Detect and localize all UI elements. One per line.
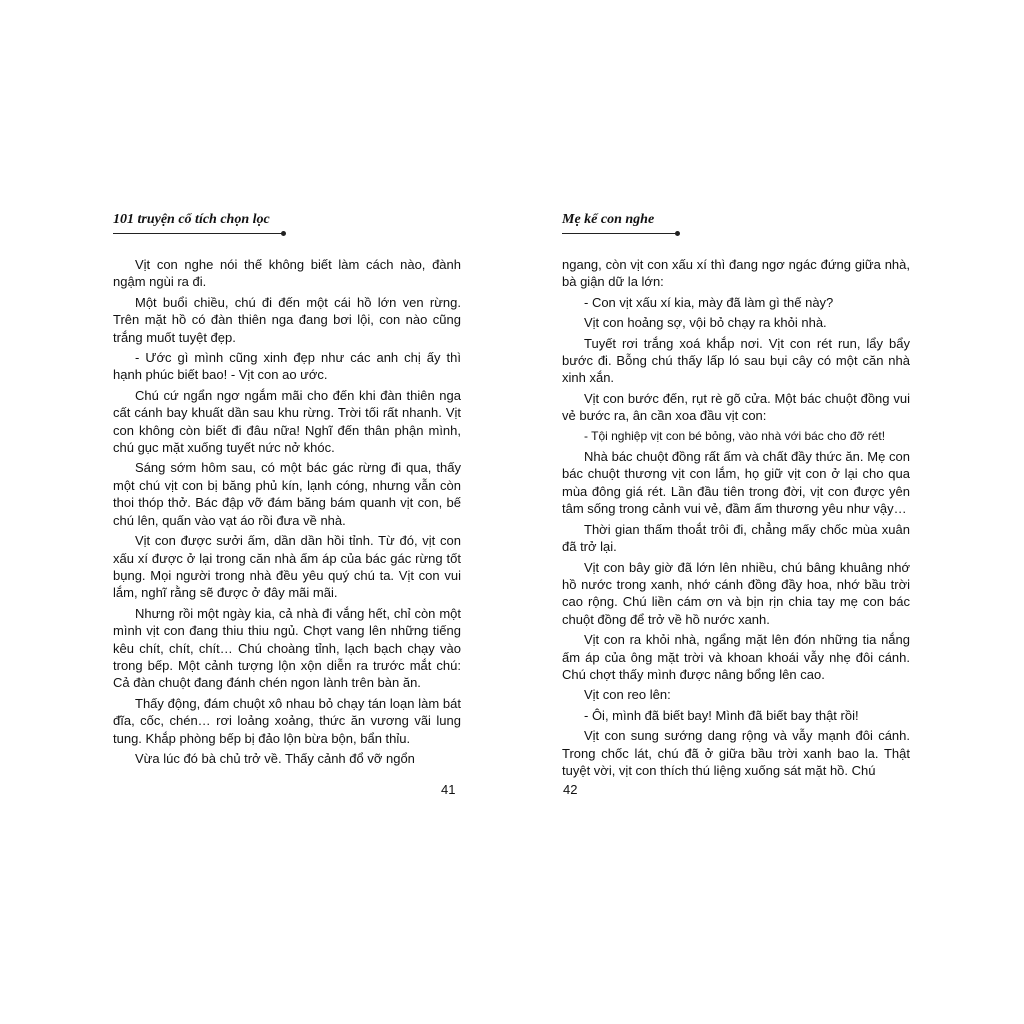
left-page xyxy=(113,212,461,770)
paragraph: ngang, còn vịt con xấu xí thì đang ngơ ngác đứng giữa nhà, bà giận dữ la lớn: xyxy=(562,257,910,290)
page-number-left: 41 xyxy=(441,782,456,797)
header-rule xyxy=(562,233,677,234)
paragraph: - Con vịt xấu xí kia, mày đã làm gì thế này? xyxy=(584,294,834,310)
paragraph: Nhà bác chuột đồng rất ấm và chất đầy thức ăn. Mẹ con bác chuột thương vịt con lắm, họ giữ vịt con ở lại cho qua mùa đông giá rét. Lần đầu tiên trong đời, vịt con được yên tâm sống trong cảnh vui vẻ, đầm ấm thương yêu như vậy… xyxy=(562,449,910,517)
header-title: 101 truyện cổ tích chọn lọc xyxy=(113,212,270,227)
paragraph: - Tội nghiệp vịt con bé bỏng, vào nhà với bác cho đỡ rét! xyxy=(584,428,886,443)
page-number-right: 42 xyxy=(563,782,578,797)
paragraph: Vịt con được sưởi ấm, dần dần hồi tỉnh. Từ đó, vịt con xấu xí được ở lại trong căn nhà ấm áp của bác gác rừng tốt bụng. Mọi người trong nhà đều yêu quý chú ta. Vịt con vui lắm, nghĩ rằng sẽ được ở đây mãi mãi. xyxy=(113,533,461,601)
paragraph: Vịt con ra khỏi nhà, ngẩng mặt lên đón những tia nắng ấm áp của ông mặt trời và khoan khoái vẫy nhẹ đôi cánh. Chú chợt thấy mình được nâng bổng lên cao. xyxy=(562,632,910,682)
running-header xyxy=(113,212,461,234)
paragraph: Vịt con hoảng sợ, vội bỏ chạy ra khỏi nhà. xyxy=(584,315,827,331)
paragraph: Sáng sớm hôm sau, có một bác gác rừng đi qua, thấy một chú vịt con bị băng phủ kín, lạnh cóng, nhưng vẫn còn thoi thóp thở. Bác đập vỡ đám băng bám quanh vịt con, bế chú lên, quấn vào vạt áo rồi đưa về nhà. xyxy=(113,460,461,528)
page-body xyxy=(113,256,461,767)
paragraph: Vịt con bước đến, rụt rè gõ cửa. Một bác chuột đồng vui vẻ bước ra, ân cần xoa đầu vịt con: xyxy=(562,390,910,424)
header-rule xyxy=(113,233,283,234)
paragraph: Tuyết rơi trắng xoá khắp nơi. Vịt con rét run, lẩy bẩy bước đi. Bỗng chú thấy lấp ló sau bụi cây có một căn nhà xinh xắn. xyxy=(562,335,910,386)
header-title: Mẹ kể con nghe xyxy=(562,212,655,227)
paragraph: Vịt con nghe nói thế không biết làm cách nào, đành ngậm ngùi ra đi. xyxy=(113,257,461,290)
page-body xyxy=(562,256,910,779)
paragraph: Nhưng rồi một ngày kia, cả nhà đi vắng hết, chỉ còn một mình vịt con đang thiu thiu ngủ. Chợt vang lên những tiếng kêu chít, chít, chít… Chú choàng tỉnh, lạch bạch chạy vào trong bếp. Một cảnh tượng lộn xộn diễn ra trước mắt chú: Cả đàn chuột đang đánh chén ngon lành trên bàn ăn. xyxy=(113,605,461,691)
paragraph: - Ôi, mình đã biết bay! Mình đã biết bay thật rồi! xyxy=(584,707,859,723)
paragraph: - Ước gì mình cũng xinh đẹp như các anh chị ấy thì hạnh phúc biết bao! - Vịt con ao ước. xyxy=(113,350,461,383)
right-page xyxy=(562,212,910,782)
running-header xyxy=(562,212,910,234)
paragraph: Vịt con reo lên: xyxy=(584,687,671,703)
paragraph: Thấy động, đám chuột xô nhau bỏ chạy tán loạn làm bát đĩa, cốc, chén… rơi loảng xoảng, thức ăn vương vãi lung tung. Khắp phòng bếp bị đảo lộn bừa bộn, bẩn thỉu. xyxy=(113,695,461,746)
paragraph: Thời gian thấm thoắt trôi đi, chẳng mấy chốc mùa xuân đã trở lại. xyxy=(562,521,910,555)
paragraph: Vịt con sung sướng dang rộng và vẫy mạnh đôi cánh. Trong chốc lát, chú đã ở giữa bầu trời xanh bao la. Thật tuyệt vời, vịt con thích thú liệng xuống sát mặt hồ. Chú xyxy=(562,728,910,778)
paragraph: Chú cứ ngẩn ngơ ngắm mãi cho đến khi đàn thiên nga cất cánh bay khuất dần sau khu rừng. Trời tối rất nhanh. Vịt con không còn biết đi đâu nữa! Nghĩ đến thân phận mình, chú gục mặt xuống tuyết nức nở khóc. xyxy=(113,387,461,456)
paragraph: Vịt con bây giờ đã lớn lên nhiều, chú bâng khuâng nhớ hồ nước trong xanh, nhớ cánh đồng đầy hoa, nhớ bầu trời cao rộng. Chú liền cám ơn và bịn rịn chia tay mẹ con bác chuột đồng để trở về hồ nước xanh. xyxy=(562,559,910,627)
paragraph: Vừa lúc đó bà chủ trở về. Thấy cảnh đổ vỡ ngổn xyxy=(135,750,415,766)
paragraph: Một buổi chiều, chú đi đến một cái hồ lớn ven rừng. Trên mặt hồ có đàn thiên nga đang bơi lội, con nào cũng trắng muốt tuyệt đẹp. xyxy=(113,294,461,345)
